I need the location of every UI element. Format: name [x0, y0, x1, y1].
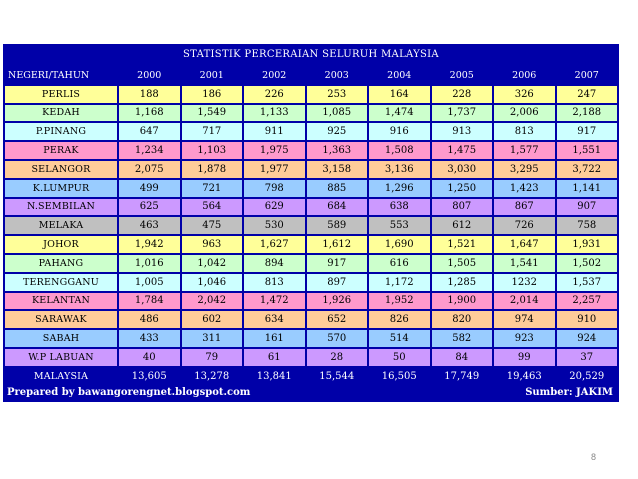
value-cell: 486	[119, 311, 180, 328]
value-cell: 589	[307, 217, 368, 234]
footer-bar	[3, 383, 619, 402]
value-cell: 17,749	[432, 368, 493, 385]
value-cell: 1,423	[494, 180, 555, 197]
value-cell: 1,737	[432, 105, 493, 122]
table-row	[5, 123, 617, 140]
header-year: 2000	[119, 67, 180, 84]
table-row	[5, 255, 617, 272]
value-cell: 721	[182, 180, 243, 197]
value-cell: 612	[432, 217, 493, 234]
value-cell: 1,016	[119, 255, 180, 272]
value-cell: 1,878	[182, 161, 243, 178]
state-name-cell: SABAH	[5, 330, 117, 347]
value-cell: 1,133	[244, 105, 305, 122]
footer-credit: Prepared by bawangorengnet.blogspot.com	[7, 387, 251, 398]
value-cell: 19,463	[494, 368, 555, 385]
value-cell: 1,005	[119, 274, 180, 291]
table-row	[5, 293, 617, 310]
table-row	[5, 311, 617, 328]
value-cell: 28	[307, 349, 368, 366]
value-cell: 813	[244, 274, 305, 291]
value-cell: 79	[182, 349, 243, 366]
value-cell: 570	[307, 330, 368, 347]
value-cell: 3,722	[557, 161, 618, 178]
value-cell: 813	[494, 123, 555, 140]
value-cell: 553	[369, 217, 430, 234]
value-cell: 1,103	[182, 142, 243, 159]
state-name-cell: JOHOR	[5, 236, 117, 253]
table-row	[5, 142, 617, 159]
value-cell: 974	[494, 311, 555, 328]
value-cell: 717	[182, 123, 243, 140]
value-cell: 1,508	[369, 142, 430, 159]
state-name-cell: K.LUMPUR	[5, 180, 117, 197]
value-cell: 758	[557, 217, 618, 234]
state-name-cell: P.PINANG	[5, 123, 117, 140]
value-cell: 582	[432, 330, 493, 347]
footer-source: Sumber: JAKIM	[525, 387, 613, 398]
value-cell: 1,168	[119, 105, 180, 122]
value-cell: 2,075	[119, 161, 180, 178]
value-cell: 37	[557, 349, 618, 366]
value-cell: 1,690	[369, 236, 430, 253]
state-name-cell: PAHANG	[5, 255, 117, 272]
value-cell: 247	[557, 86, 618, 103]
header-year: 2005	[432, 67, 493, 84]
value-cell: 820	[432, 311, 493, 328]
value-cell: 1,472	[244, 293, 305, 310]
value-cell: 530	[244, 217, 305, 234]
value-cell: 602	[182, 311, 243, 328]
value-cell: 1,363	[307, 142, 368, 159]
value-cell: 3,030	[432, 161, 493, 178]
value-cell: 1,577	[494, 142, 555, 159]
value-cell: 2,188	[557, 105, 618, 122]
value-cell: 311	[182, 330, 243, 347]
value-cell: 433	[119, 330, 180, 347]
table-row	[5, 330, 617, 347]
value-cell: 1,926	[307, 293, 368, 310]
table-row	[5, 274, 617, 291]
value-cell: 1,784	[119, 293, 180, 310]
value-cell: 1,952	[369, 293, 430, 310]
state-name-cell: PERLIS	[5, 86, 117, 103]
state-name-cell: W.P LABUAN	[5, 349, 117, 366]
value-cell: 897	[307, 274, 368, 291]
value-cell: 616	[369, 255, 430, 272]
value-cell: 894	[244, 255, 305, 272]
value-cell: 726	[494, 217, 555, 234]
value-cell: 885	[307, 180, 368, 197]
value-cell: 99	[494, 349, 555, 366]
state-name-cell: KELANTAN	[5, 293, 117, 310]
value-cell: 917	[307, 255, 368, 272]
value-cell: 1,977	[244, 161, 305, 178]
header-state-year: NEGERI/TAHUN	[5, 67, 117, 84]
state-name-cell: PERAK	[5, 142, 117, 159]
value-cell: 226	[244, 86, 305, 103]
value-cell: 463	[119, 217, 180, 234]
value-cell: 499	[119, 180, 180, 197]
value-cell: 1,551	[557, 142, 618, 159]
value-cell: 1,234	[119, 142, 180, 159]
statistics-table-panel	[3, 44, 619, 402]
value-cell: 2,042	[182, 293, 243, 310]
table-title: STATISTIK PERCERAIAN SELURUH MALAYSIA	[183, 49, 439, 60]
value-cell: 228	[432, 86, 493, 103]
table-row	[5, 349, 617, 366]
value-cell: 1,900	[432, 293, 493, 310]
value-cell: 188	[119, 86, 180, 103]
value-cell: 1,141	[557, 180, 618, 197]
value-cell: 634	[244, 311, 305, 328]
state-name-cell: MALAYSIA	[5, 368, 117, 385]
state-name-cell: SELANGOR	[5, 161, 117, 178]
value-cell: 84	[432, 349, 493, 366]
value-cell: 1,549	[182, 105, 243, 122]
value-cell: 13,841	[244, 368, 305, 385]
value-cell: 638	[369, 199, 430, 216]
value-cell: 1,296	[369, 180, 430, 197]
table-row	[5, 161, 617, 178]
value-cell: 684	[307, 199, 368, 216]
value-cell: 13,605	[119, 368, 180, 385]
value-cell: 1,046	[182, 274, 243, 291]
state-name-cell: TERENGGANU	[5, 274, 117, 291]
value-cell: 475	[182, 217, 243, 234]
value-cell: 1,537	[557, 274, 618, 291]
value-cell: 1,505	[432, 255, 493, 272]
value-cell: 3,295	[494, 161, 555, 178]
header-year: 2007	[557, 67, 618, 84]
table-row	[5, 105, 617, 122]
value-cell: 1,942	[119, 236, 180, 253]
table-body	[5, 86, 617, 385]
value-cell: 161	[244, 330, 305, 347]
value-cell: 807	[432, 199, 493, 216]
value-cell: 253	[307, 86, 368, 103]
value-cell: 326	[494, 86, 555, 103]
table-row	[5, 199, 617, 216]
value-cell: 16,505	[369, 368, 430, 385]
header-year: 2001	[182, 67, 243, 84]
table-row	[5, 236, 617, 253]
divorce-statistics-table	[3, 65, 619, 387]
state-name-cell: MELAKA	[5, 217, 117, 234]
value-cell: 647	[119, 123, 180, 140]
header-year: 2004	[369, 67, 430, 84]
value-cell: 1,612	[307, 236, 368, 253]
value-cell: 910	[557, 311, 618, 328]
value-cell: 1,541	[494, 255, 555, 272]
value-cell: 20,529	[557, 368, 618, 385]
value-cell: 3,136	[369, 161, 430, 178]
value-cell: 963	[182, 236, 243, 253]
value-cell: 186	[182, 86, 243, 103]
value-cell: 2,014	[494, 293, 555, 310]
page-number: 8	[591, 452, 597, 462]
state-name-cell: KEDAH	[5, 105, 117, 122]
state-name-cell: SARAWAK	[5, 311, 117, 328]
value-cell: 1,285	[432, 274, 493, 291]
value-cell: 907	[557, 199, 618, 216]
value-cell: 50	[369, 349, 430, 366]
value-cell: 625	[119, 199, 180, 216]
value-cell: 1,931	[557, 236, 618, 253]
value-cell: 913	[432, 123, 493, 140]
value-cell: 826	[369, 311, 430, 328]
table-row	[5, 86, 617, 103]
value-cell: 923	[494, 330, 555, 347]
value-cell: 2,006	[494, 105, 555, 122]
value-cell: 1,172	[369, 274, 430, 291]
value-cell: 514	[369, 330, 430, 347]
value-cell: 1,502	[557, 255, 618, 272]
value-cell: 564	[182, 199, 243, 216]
value-cell: 798	[244, 180, 305, 197]
value-cell: 1,627	[244, 236, 305, 253]
value-cell: 652	[307, 311, 368, 328]
value-cell: 3,158	[307, 161, 368, 178]
value-cell: 1,975	[244, 142, 305, 159]
value-cell: 629	[244, 199, 305, 216]
value-cell: 1,250	[432, 180, 493, 197]
state-name-cell: N.SEMBILAN	[5, 199, 117, 216]
header-year: 2002	[244, 67, 305, 84]
value-cell: 1,042	[182, 255, 243, 272]
value-cell: 1,085	[307, 105, 368, 122]
value-cell: 2,257	[557, 293, 618, 310]
header-year: 2006	[494, 67, 555, 84]
table-row	[5, 217, 617, 234]
value-cell: 164	[369, 86, 430, 103]
value-cell: 15,544	[307, 368, 368, 385]
value-cell: 911	[244, 123, 305, 140]
value-cell: 40	[119, 349, 180, 366]
value-cell: 1,475	[432, 142, 493, 159]
value-cell: 924	[557, 330, 618, 347]
value-cell: 1,474	[369, 105, 430, 122]
value-cell: 1232	[494, 274, 555, 291]
value-cell: 1,521	[432, 236, 493, 253]
value-cell: 925	[307, 123, 368, 140]
value-cell: 917	[557, 123, 618, 140]
value-cell: 1,647	[494, 236, 555, 253]
value-cell: 13,278	[182, 368, 243, 385]
header-row	[5, 67, 617, 84]
value-cell: 916	[369, 123, 430, 140]
value-cell: 867	[494, 199, 555, 216]
value-cell: 61	[244, 349, 305, 366]
table-row	[5, 180, 617, 197]
header-year: 2003	[307, 67, 368, 84]
